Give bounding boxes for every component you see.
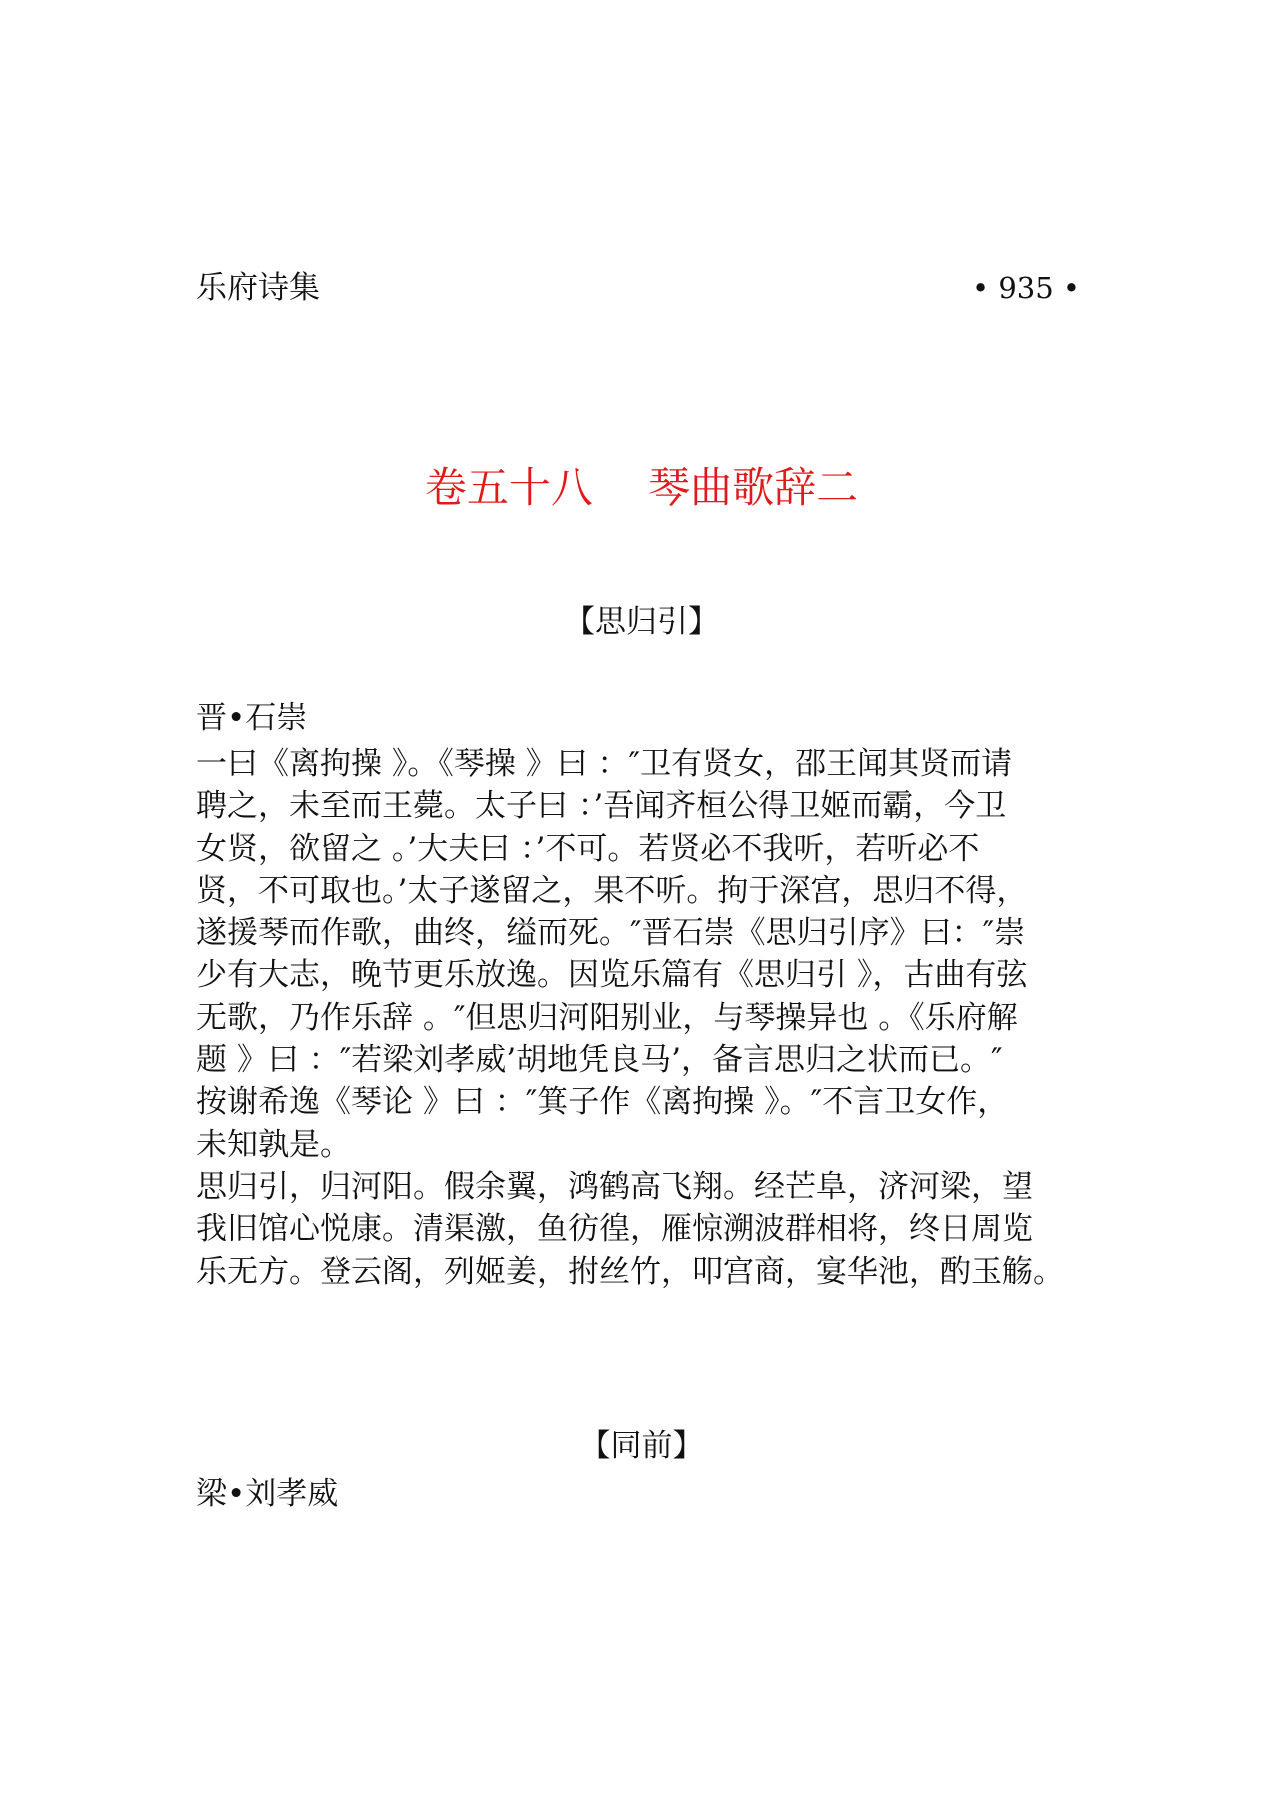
text-line: 未知孰是。 [196,1126,351,1163]
section-title-tong-qian: 【同前】 [579,1428,704,1464]
poem-line: 思归引，归河阳。假余翼，鸿鹤高飞翔。经芒阜，济河梁，望 [196,1168,1033,1205]
text-line: 聘之，未至而王薨。太子曰 ：’吾闻齐桓公得卫姬而霸，今卫 [196,788,1007,825]
text-line: 按谢希逸《琴论 》曰 ：″箕子作《离拘操 》。″不言卫女作， [196,1084,1009,1121]
text-line: 女贤，欲留之 。’大夫曰 ：’不可。若贤必不我听，若听必不 [196,830,980,867]
text-line: 一曰《离拘操 》。《琴操 》曰 ：″卫有贤女，邵王闻其贤而请 [196,746,1013,782]
chapter-title: 卷五十八 琴曲歌辞二 [424,463,859,512]
poem-line: 我旧馆心悦康。清渠激，鱼彷徨，雁惊溯波群相将，终日周览 [196,1211,1033,1248]
body-text [196,743,1116,1293]
author-shi-chong: 晋•石崇 [196,700,308,736]
running-title: 乐府诗集 [196,270,320,306]
poem-line: 乐无方。登云阁，列姬姜，拊丝竹，叩宫商，宴华池，酌玉觞。 [196,1253,1064,1290]
text-line: 无歌，乃作乐辞 。″但思归河阳别业，与琴操异也 。《乐府解 [196,999,1018,1036]
text-line: 遂援琴而作歌，曲终，缢而死。″晋石崇《思归引序》曰：″崇 [196,915,1026,952]
author-liu-xiaowei: 梁•刘孝威 [196,1476,339,1512]
section-title-sigui-yin: 【思归引】 [564,604,719,640]
text-line: 题 》曰 ：″若梁刘孝威’胡地凭良马’，备言思归之状而已。″ [196,1042,1003,1079]
page-number: • 935 • [972,271,1080,305]
text-line: 少有大志，晚节更乐放逸。因览乐篇有《思归引 》，古曲有弦 [196,957,1028,994]
text-line: 贤，不可取也。’太子遂留之，果不听。拘于深宫，思归不得， [196,872,1028,909]
